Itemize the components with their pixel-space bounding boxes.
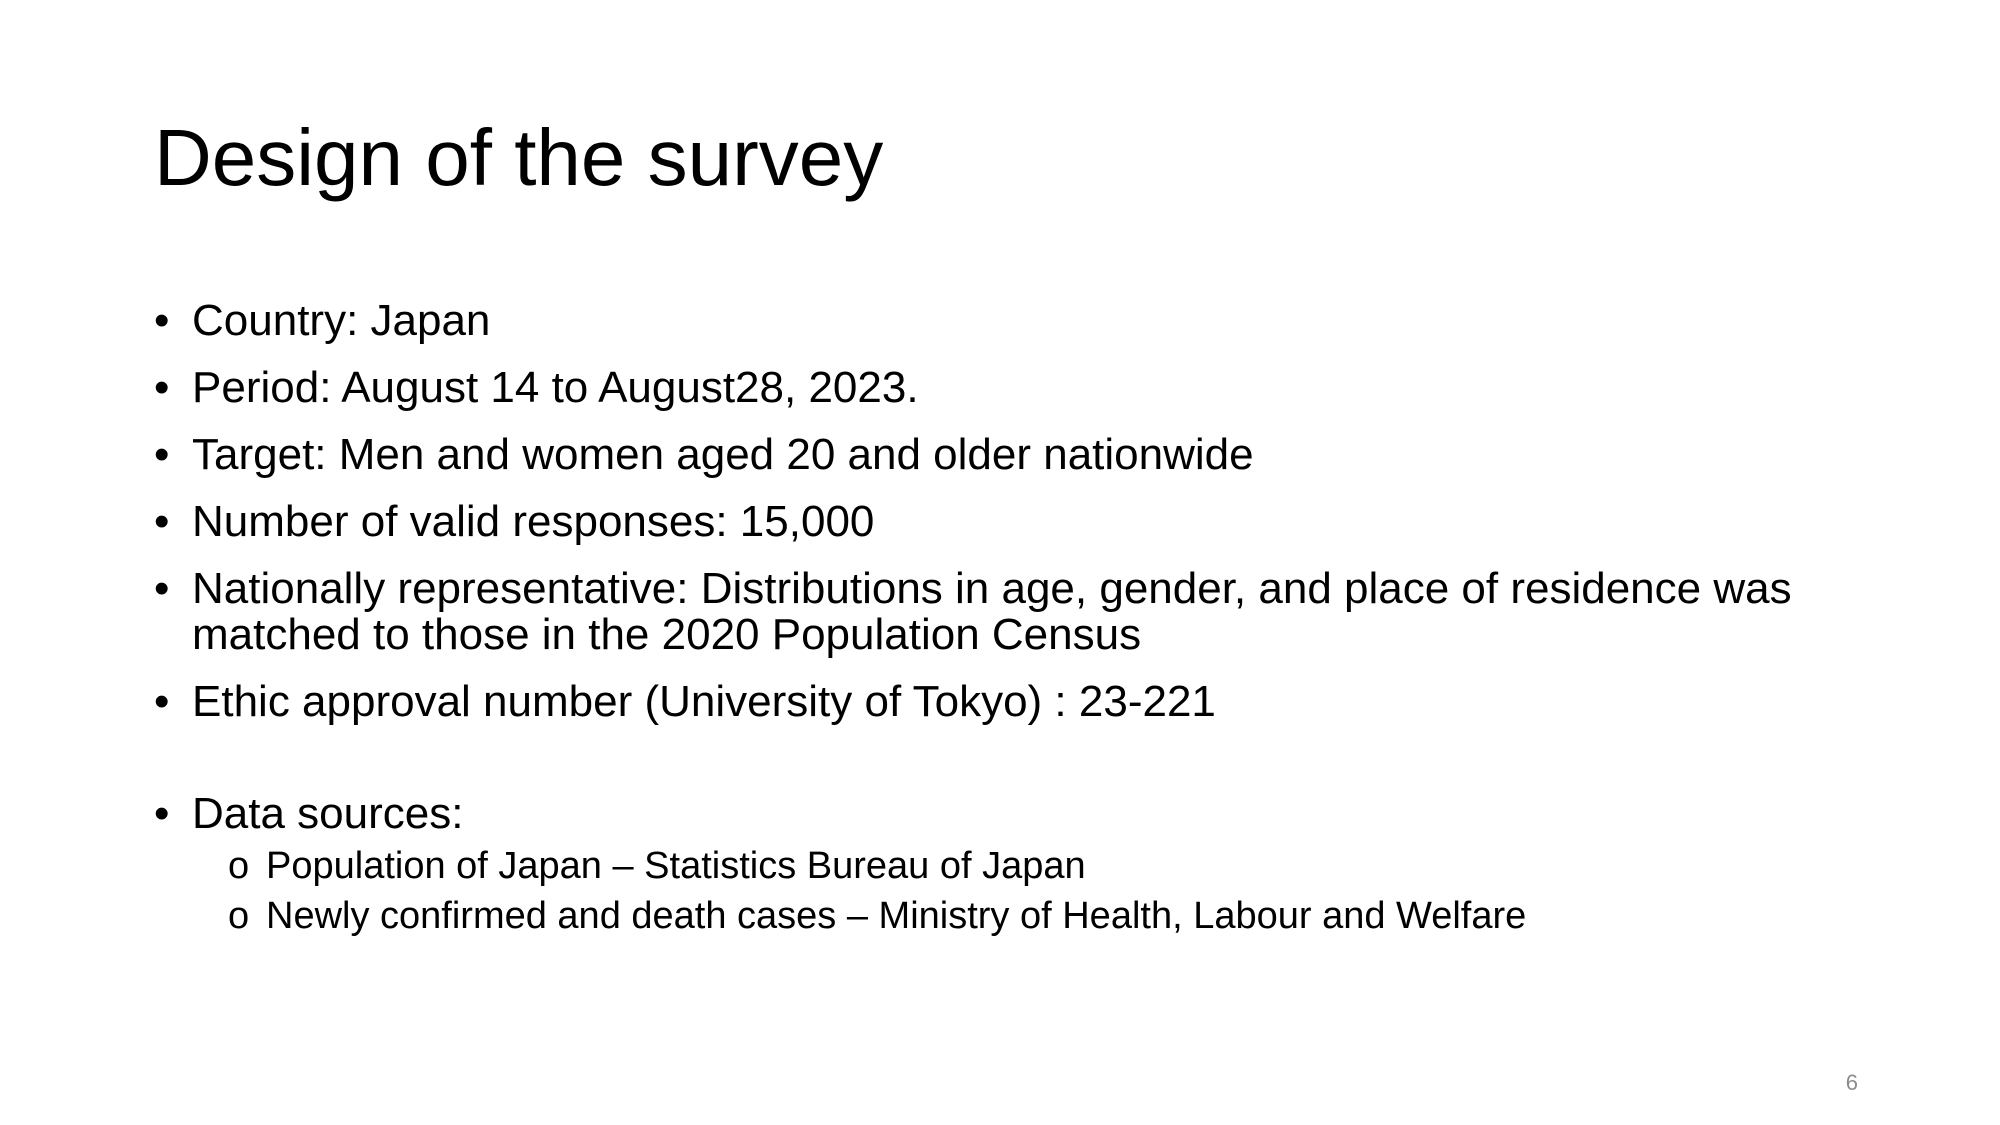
- bullet-text: Period: August 14 to August28, 2023.: [192, 363, 919, 412]
- bullet-data-sources: [154, 791, 1874, 941]
- bullet-marker: •: [154, 296, 170, 345]
- bullet-text: Country: Japan: [192, 296, 491, 345]
- bullet-text: Nationally representative: Distributions in age, gender, and place of residence was matched to those in the 2020 Population Census: [192, 564, 1792, 659]
- sub-bullet-marker: o: [228, 845, 250, 887]
- sub-bullet-marker: o: [228, 895, 250, 937]
- bullet-marker: •: [154, 363, 170, 412]
- bullet-period: [154, 365, 1874, 411]
- data-source-text: Newly confirmed and death cases – Ministry of Health, Labour and Welfare: [266, 895, 1527, 937]
- bullet-marker: •: [154, 564, 170, 613]
- bullet-list: [154, 298, 1874, 962]
- bullet-representative: [154, 566, 1874, 658]
- bullet-valid-responses: [154, 499, 1874, 545]
- bullet-text: Ethic approval number (University of Tokyo) : 23-221: [192, 677, 1216, 726]
- bullet-marker: •: [154, 497, 170, 546]
- bullet-marker: •: [154, 430, 170, 479]
- bullet-ethic-approval: [154, 679, 1874, 725]
- page-number: 6: [1845, 1070, 1858, 1095]
- bullet-marker: •: [154, 677, 170, 726]
- slide-title: Design of the survey: [154, 113, 884, 202]
- data-source-item-cases: [228, 891, 1874, 941]
- data-source-item-population: [228, 841, 1874, 891]
- bullet-text: Data sources:: [192, 789, 464, 838]
- data-sources-list: [228, 841, 1874, 941]
- bullet-marker: •: [154, 789, 170, 838]
- bullet-country: [154, 298, 1874, 344]
- bullet-text: Number of valid responses: 15,000: [192, 497, 875, 546]
- bullet-text: Target: Men and women aged 20 and older nationwide: [192, 430, 1254, 479]
- data-source-text: Population of Japan – Statistics Bureau of Japan: [266, 845, 1086, 887]
- bullet-target: [154, 432, 1874, 478]
